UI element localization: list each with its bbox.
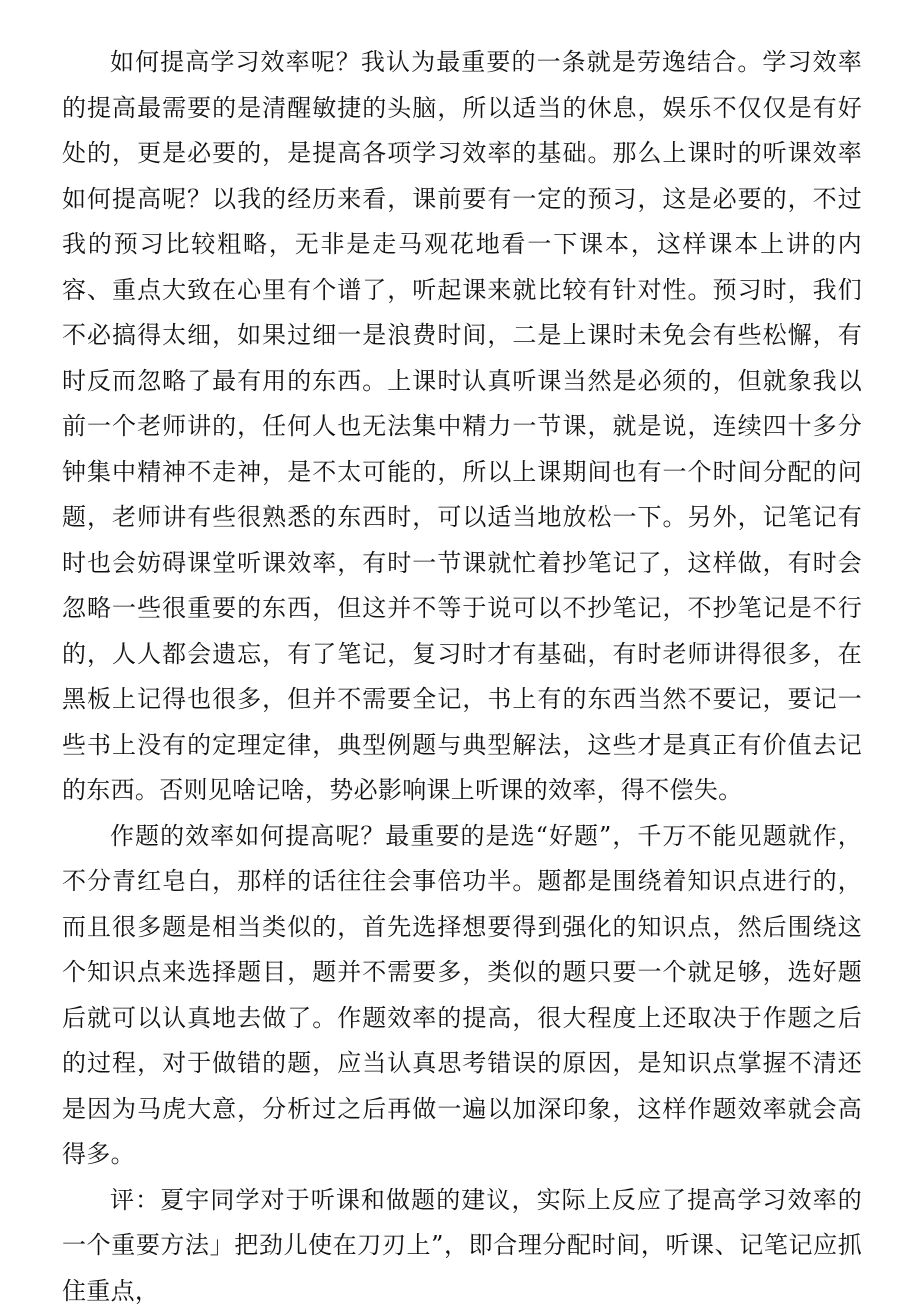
paragraph-study-efficiency: 如何提高学习效率呢？我认为最重要的一条就是劳逸结合。学习效率的提高最需要的是清醒敏捷的头脑，所以适当的休息，娱乐不仅仅是有好处的，更是必要的，是提高各项学习效率的基础。那么上课时的听课效率如何提高呢？以我的经历来看，课前要有一定的预习，这是必要的，不过我的预习比较粗略，无非是走马观花地看一下课本，这样课本上讲的内容、重点大致在心里有个谱了，听起课来就比较有针对性。预习时，我们不必搞得太细，如果过细一是浪费时间，二是上课时未免会有些松懈，有时反而忽略了最有用的东西。上课时认真听课当然是必须的，但就象我以前一个老师讲的，任何人也无法集中精力一节课，就是说，连续四十多分钟集中精神不走神，是不太可能的，所以上课期间也有一个时间分配的问题，老师讲有些很熟悉的东西时，可以适当地放松一下。另外，记笔记有时也会妨碍课堂听课效率，有时一节课就忙着抄笔记了，这样做，有时会忽略一些很重要的东西，但这并不等于说可以不抄笔记，不抄笔记是不行的，人人都会遗忘，有了笔记，复习时才有基础，有时老师讲得很多，在黑板上记得也很多，但并不需要全记，书上有的东西当然不要记，要记一些书上没有的定理定律，典型例题与典型解法，这些才是真正有价值去记的东西。否则见啥记啥，势必影响课上听课的效率，得不偿失。: [62, 40, 862, 814]
document-body: [62, 40, 862, 1314]
paragraph-comment: 评：夏宇同学对于听课和做题的建议，实际上反应了提高学习效率的一个重要方法」把劲儿使在刀刃上”，即合理分配时间，听课、记笔记应抓住重点，: [62, 1178, 862, 1314]
paragraph-exercise-efficiency: 作题的效率如何提高呢？最重要的是选“好题”，千万不能见题就作，不分青红皂白，那样的话往往会事倍功半。题都是围绕着知识点进行的，而且很多题是相当类似的，首先选择想要得到强化的知识点，然后围绕这个知识点来选择题目，题并不需要多，类似的题只要一个就足够，选好题后就可以认真地去做了。作题效率的提高，很大程度上还取决于作题之后的过程，对于做错的题，应当认真思考错误的原因，是知识点掌握不清还是因为马虎大意，分析过之后再做一遍以加深印象，这样作题效率就会高得多。: [62, 814, 862, 1178]
